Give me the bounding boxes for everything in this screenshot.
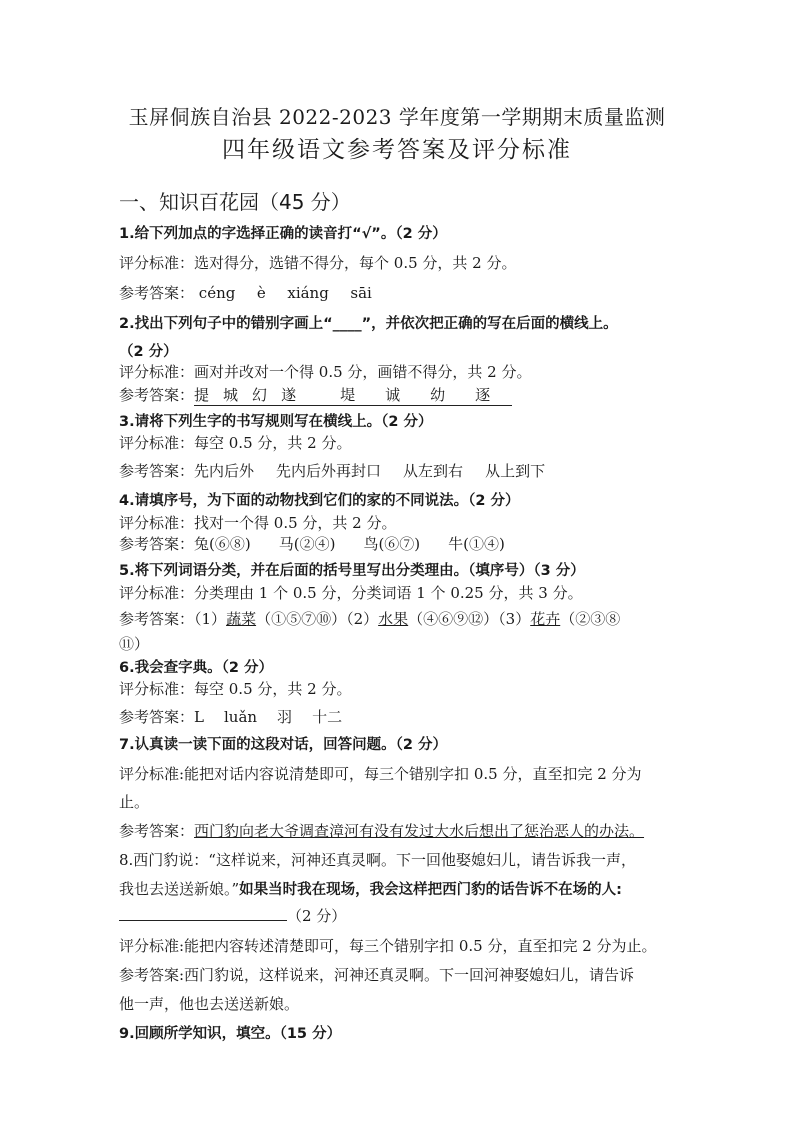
q2-wrong-chars: [194, 384, 512, 406]
q2-wrong-1: 提: [194, 386, 210, 404]
question-7: 7.认真读一读下面的这段对话，回答问题。（2 分）: [119, 737, 447, 753]
q8-blank-line: [119, 905, 346, 926]
q3-answer-4: 从上到下: [485, 462, 546, 480]
answer-label: 参考答案：: [119, 386, 195, 404]
answer-label: 参考答案：: [119, 610, 195, 628]
q1-answer-2: è: [256, 284, 266, 302]
q7-standard: 评分标准:能把对话内容说清楚即可，每三个错别字扣 0.5 分，直至扣完 2 分为: [119, 765, 642, 783]
q5-group-1-nums: （①⑤⑦⑩）: [256, 610, 347, 628]
q6-answer-2: luǎn: [223, 708, 258, 726]
q1-answer-1: céng: [198, 284, 236, 302]
q2-correct-4: 逐: [475, 386, 491, 404]
document-title: 玉屏侗族自治县 2022-2023 学年度第一学期期末质量监测: [128, 105, 666, 129]
q5-answer-cont: ⑪）: [119, 635, 150, 653]
q4-answer-1: 兔(⑥⑧): [194, 535, 251, 553]
q6-answer: [119, 706, 342, 727]
question-8-quote-end: 我也去送送新娘。”: [119, 880, 240, 898]
q1-answer: [119, 282, 372, 303]
q5-group-2-nums: （④⑥⑨⑫）: [408, 610, 499, 628]
q2-correct-2: 诚: [385, 386, 401, 404]
q8-answer-line-1: 参考答案:西门豹说，这样说来，河神还真灵啊。下一回河神娶媳妇儿，请告诉: [119, 966, 635, 984]
q1-answer-3: xiáng: [287, 284, 329, 302]
q2-correct-3: 幼: [430, 386, 446, 404]
q5-group-3-prefix: （3）: [498, 610, 531, 628]
answer-label: 参考答案：: [119, 822, 195, 840]
q8-standard: 评分标准:能把内容转述清楚即可，每三个错别字扣 0.5 分，直至扣完 2 分为止。: [119, 937, 657, 955]
q6-answer-4: 十二: [312, 708, 343, 726]
q2-wrong-3: 幻: [252, 386, 268, 404]
q2-wrong-2: 城: [223, 386, 239, 404]
q5-group-3-word: 花卉: [530, 610, 561, 628]
question-1: 1.给下列加点的字选择正确的读音打“√”。（2 分）: [119, 226, 447, 242]
question-8-prompt: 如果当时我在现场，我会这样把西门豹的话告诉不在场的人:: [239, 882, 622, 898]
q3-answer-2: 先内后外再封口: [276, 462, 382, 480]
q3-answer: [119, 460, 545, 481]
question-5: 5.将下列词语分类，并在后面的括号里写出分类理由。（填序号）（3 分）: [119, 563, 585, 579]
q2-answer: [119, 384, 512, 406]
q4-answer: [119, 533, 505, 554]
document-subtitle: 四年级语文参考答案及评分标准: [222, 137, 572, 163]
q4-answer-3: 鸟(⑥⑦): [363, 535, 421, 553]
q3-standard: 评分标准：每空 0.5 分，共 2 分。: [119, 434, 352, 452]
question-6: 6.我会查字典。（2 分）: [119, 660, 273, 676]
q4-standard: 评分标准：找对一个得 0.5 分，共 2 分。: [119, 514, 397, 532]
question-3: 3.请将下列生字的书写规则写在横线上。（2 分）: [119, 414, 433, 430]
q6-standard: 评分标准：每空 0.5 分，共 2 分。: [119, 680, 352, 698]
q4-answer-2: 马(②④): [278, 535, 336, 553]
answer-blank: [119, 906, 287, 921]
q1-answer-4: sāi: [350, 284, 372, 302]
q8-answer-line-2: 他一声，他也去送送新娘。: [119, 995, 300, 1013]
q7-answer: [119, 820, 644, 841]
q5-group-2-prefix: （2）: [346, 610, 379, 628]
q8-score: （2 分）: [287, 907, 347, 925]
question-8-line-1: 8.西门豹说：“这样说来，河神还真灵啊。下一回他娶媳妇儿，请告诉我一声，: [119, 851, 636, 869]
q5-standard: 评分标准：分类理由 1 个 0.5 分，分类词语 1 个 0.25 分，共 3 分。: [119, 584, 583, 602]
question-2-cont: （2 分）: [119, 344, 178, 360]
q6-answer-1: L: [194, 708, 204, 726]
question-9: 9.回顾所学知识，填空。（15 分）: [119, 1026, 342, 1042]
q5-answer: [119, 608, 620, 629]
answer-label: 参考答案：: [119, 284, 195, 302]
question-8-line-2: [119, 878, 622, 899]
q2-standard: 评分标准：画对并改对一个得 0.5 分，画错不得分，共 2 分。: [119, 363, 532, 381]
q4-answer-4: 牛(①④): [448, 535, 505, 553]
q6-answer-3: 羽: [277, 708, 293, 726]
q5-group-3-nums: （②③⑧: [560, 610, 621, 628]
question-2: 2.找出下列句子中的错别字画上“____”，并依次把正确的写在后面的横线上。: [119, 316, 618, 332]
question-4: 4.请填序号，为下面的动物找到它们的家的不同说法。（2 分）: [119, 493, 520, 509]
q7-answer-text: 西门豹向老大爷调查漳河有没有发过大水后想出了惩治恶人的办法。: [194, 822, 645, 840]
q5-group-1-prefix: （1）: [194, 610, 227, 628]
q3-answer-1: 先内后外: [194, 462, 255, 480]
q2-correct-1: 堤: [340, 386, 356, 404]
q5-group-2-word: 水果: [378, 610, 409, 628]
q5-group-1-word: 蔬菜: [226, 610, 257, 628]
q1-standard: 评分标准：选对得分，选错不得分，每个 0.5 分，共 2 分。: [119, 254, 517, 272]
answer-label: 参考答案：: [119, 535, 195, 553]
section-heading: 一、知识百花园（45 分）: [119, 190, 351, 214]
q7-standard-cont: 止。: [119, 793, 150, 811]
answer-label: 参考答案：: [119, 708, 195, 726]
answer-label: 参考答案：: [119, 462, 195, 480]
q2-wrong-4: 遂: [281, 386, 297, 404]
q3-answer-3: 从左到右: [403, 462, 464, 480]
